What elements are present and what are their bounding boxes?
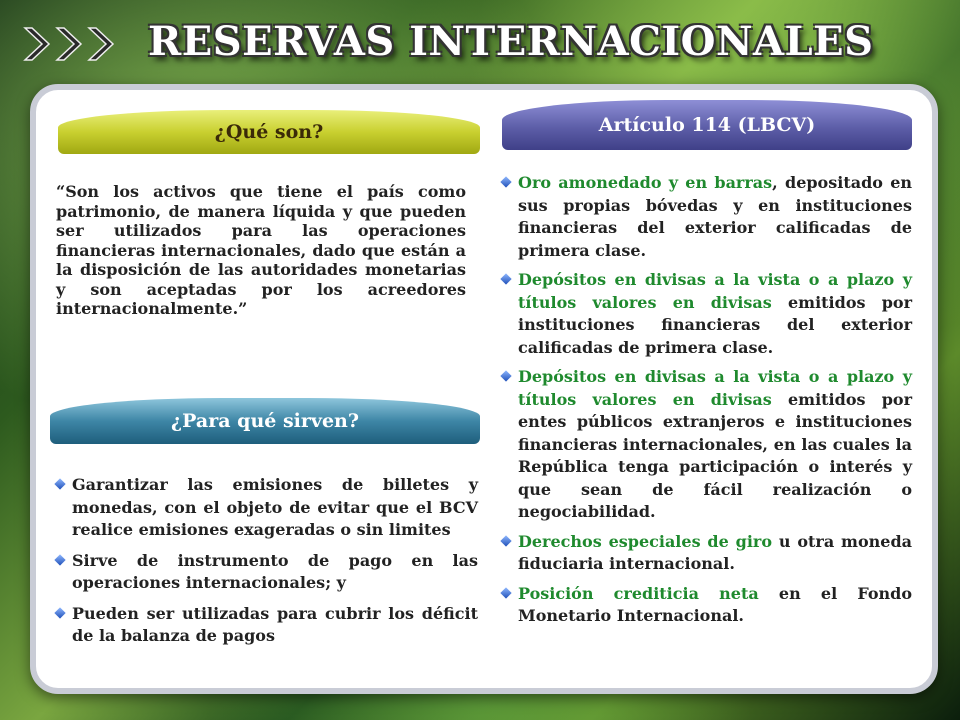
list-item	[56, 603, 478, 648]
que-son-banner	[58, 110, 480, 154]
list-item	[56, 474, 478, 542]
diamond-bullet-icon	[500, 273, 511, 284]
list-item-text: Sirve de instrumento de pago en las operaciones internacionales; y	[72, 550, 478, 592]
para-que-heading: ¿Para qué sirven?	[171, 410, 359, 432]
list-item-text: Pueden ser utilizadas para cubrir los déficit de la balanza de pagos	[72, 603, 478, 645]
para-que-banner	[50, 398, 480, 444]
list-item	[56, 550, 478, 595]
triple-chevron-right-icon	[22, 26, 116, 62]
page-title: RESERVAS INTERNACIONALES	[148, 18, 874, 65]
articulo-heading: Artículo 114 (LBCV)	[598, 114, 816, 136]
diamond-bullet-icon	[500, 370, 511, 381]
definition-quote: “Son los activos que tiene el país como patrimonio, de manera líquida y que pueden ser utilizados para las operaciones financieras internacionales, dado que están a la disposición de las autoridades monetarias y son aceptadas por los acreedores internacionalmente.”	[56, 182, 466, 318]
diamond-bullet-icon	[500, 535, 511, 546]
diamond-bullet-icon	[54, 607, 65, 618]
list-item-text: Garantizar las emisiones de billetes y monedas, con el objeto de evitar que el BCV realice emisiones exageradas o sin limites	[72, 475, 478, 539]
list-item	[502, 172, 912, 262]
diamond-bullet-icon	[500, 587, 511, 598]
list-item-text: emitidos por entes públicos extranjeros e instituciones financieras internacionales, en las cuales la República tenga participación o interés y que sean de fácil realización o negociabilidad.	[518, 389, 913, 521]
list-item	[502, 583, 912, 628]
que-son-heading: ¿Qué son?	[214, 121, 324, 143]
list-item-text: emitidos por instituciones financieras del exterior calificadas de primera clase.	[518, 292, 913, 357]
diamond-bullet-icon	[500, 176, 511, 187]
highlight-text: Depósitos en divisas a la vista o a plazo y títulos valores en divisas	[518, 367, 912, 409]
highlight-text: Posición crediticia neta	[518, 583, 759, 603]
articulo-banner	[502, 100, 912, 150]
highlight-text: Oro amonedado y en barras	[518, 173, 773, 192]
list-item	[502, 366, 912, 524]
diamond-bullet-icon	[54, 554, 65, 565]
content-panel	[30, 84, 938, 694]
list-item	[502, 531, 912, 576]
diamond-bullet-icon	[54, 478, 65, 489]
list-item-text: en el Fondo Monetario Internacional.	[518, 583, 913, 625]
highlight-text: Derechos especiales de giro	[518, 531, 772, 551]
highlight-text: Depósitos en divisas a la vista o a plazo y títulos valores en divisas	[518, 270, 912, 312]
list-item	[502, 269, 912, 359]
uses-list	[56, 474, 478, 656]
list-item-text: , depositado en sus propias bóvedas y en instituciones financieras del exterior calificadas de primera clase.	[518, 173, 912, 260]
articulo-list	[502, 172, 912, 635]
list-item-text: u otra moneda fiduciaria internacional.	[518, 531, 913, 573]
